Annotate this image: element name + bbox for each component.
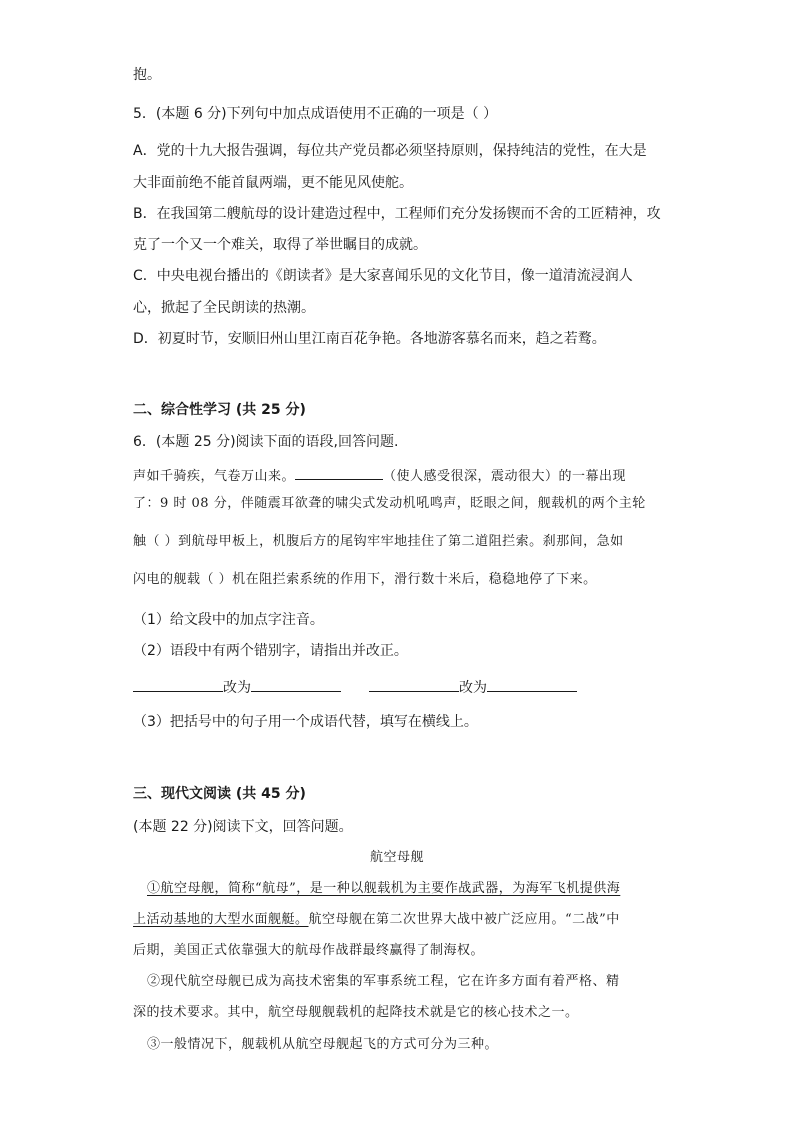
q5-option-c-line1: C．中央电视台播出的《朗读者》是大家喜闻乐见的文化节目，像一道清流浸润人 — [133, 268, 633, 284]
correct-char-blank-1[interactable] — [251, 677, 341, 692]
article-para1-underlined: ①航空母舰，简称“航母”，是一种以舰载机为主要作战武器，为海军飞机提供海 — [147, 881, 621, 896]
q5-option-d: D．初夏时节，安顺旧州山里江南百花争艳。各地游客慕名而来，趋之若鹜。 — [133, 331, 606, 347]
wrong-char-blank-2[interactable] — [369, 677, 459, 692]
q6-passage-line1 — [133, 465, 626, 486]
q6-passage-line1-start: 声如千骑疾，气卷万山来。 — [133, 469, 296, 484]
article-title: 航空母舰 — [369, 850, 424, 865]
q5-option-a-line2: 大非面前绝不能首鼠两端，更不能见风使舵。 — [133, 175, 413, 191]
q6-sub1: （1）给文段中的加点字注音。 — [133, 612, 324, 628]
q5-stem: 5．(本题 6 分)下列句中加点成语使用不正确的一项是（ ） — [133, 106, 498, 122]
wrong-char-blank-1[interactable] — [133, 677, 223, 692]
q5-option-b-line2: 克了一个又一个难关，取得了举世瞩目的成就。 — [133, 237, 427, 253]
article-para3-line1: ③一般情况下，舰载机从航空母舰起飞的方式可分为三种。 — [147, 1037, 499, 1052]
q6-correction-row — [133, 677, 577, 697]
section2-heading: 二、综合性学习 (共 25 分) — [133, 402, 306, 418]
answer-blank-idiom[interactable] — [295, 465, 383, 480]
correct-char-blank-2[interactable] — [487, 677, 577, 692]
change-to-label-2: 改为 — [459, 680, 487, 696]
q5-option-c-line2: 心，掀起了全民朗读的热潮。 — [133, 300, 315, 316]
article-para1-line1 — [147, 880, 620, 898]
q4-tail-text: 抱。 — [133, 67, 161, 83]
section3-heading: 三、现代文阅读 (共 45 分) — [133, 786, 306, 802]
q6-passage-line2: 了：9 时 08 分，伴随震耳欲聋的啸尖式发动机吼鸣声，眨眼之间，舰载机的两个主轮 — [133, 496, 646, 511]
change-to-label-1: 改为 — [223, 680, 251, 696]
q6-stem: 6．(本题 25 分)阅读下面的语段,回答问题. — [133, 434, 399, 450]
article-para2-line2: 深的技术要求。其中，航空母舰舰载机的起降技术就是它的核心技术之一。 — [133, 1005, 579, 1020]
section3-stem: (本题 22 分)阅读下文，回答问题。 — [133, 819, 353, 835]
q6-sub3: （3）把括号中的句子用一个成语代替，填写在横线上。 — [133, 714, 478, 730]
article-para1-line2-rest: 航空母舰在第二次世界大战中被广泛应用。“二战”中 — [308, 912, 620, 927]
q6-passage-line3: 触（ ）到航母甲板上，机腹后方的尾钩牢牢地挂住了第二道阻拦索。刹那间，急如 — [133, 534, 624, 549]
article-para2-line1: ②现代航空母舰已成为高技术密集的军事系统工程，它在许多方面有着严格、精 — [147, 974, 620, 989]
article-para1-line3: 后期，美国正式依靠强大的航母作战群最终赢得了制海权。 — [133, 943, 485, 958]
article-para1-underlined-end: 上活动基地的大型水面舰艇。 — [133, 912, 309, 927]
article-para1-line2 — [133, 911, 620, 929]
q6-passage-line4: 闪电的舰载（ ）机在阻拦索系统的作用下，滑行数十米后，稳稳地停了下来。 — [133, 572, 597, 587]
q6-passage-line1-end: （使人感受很深，震动很大）的一幕出现 — [383, 469, 627, 484]
q5-option-b-line1: B．在我国第二艘航母的设计建造过程中，工程师们充分发扬锲而不舍的工匠精神，攻 — [133, 206, 661, 222]
q6-sub2: （2）语段中有两个错别字，请指出并改正。 — [133, 643, 408, 659]
q5-option-a-line1: A．党的十九大报告强调，每位共产党员都必须坚持原则，保持纯洁的党性，在大是 — [133, 143, 647, 159]
